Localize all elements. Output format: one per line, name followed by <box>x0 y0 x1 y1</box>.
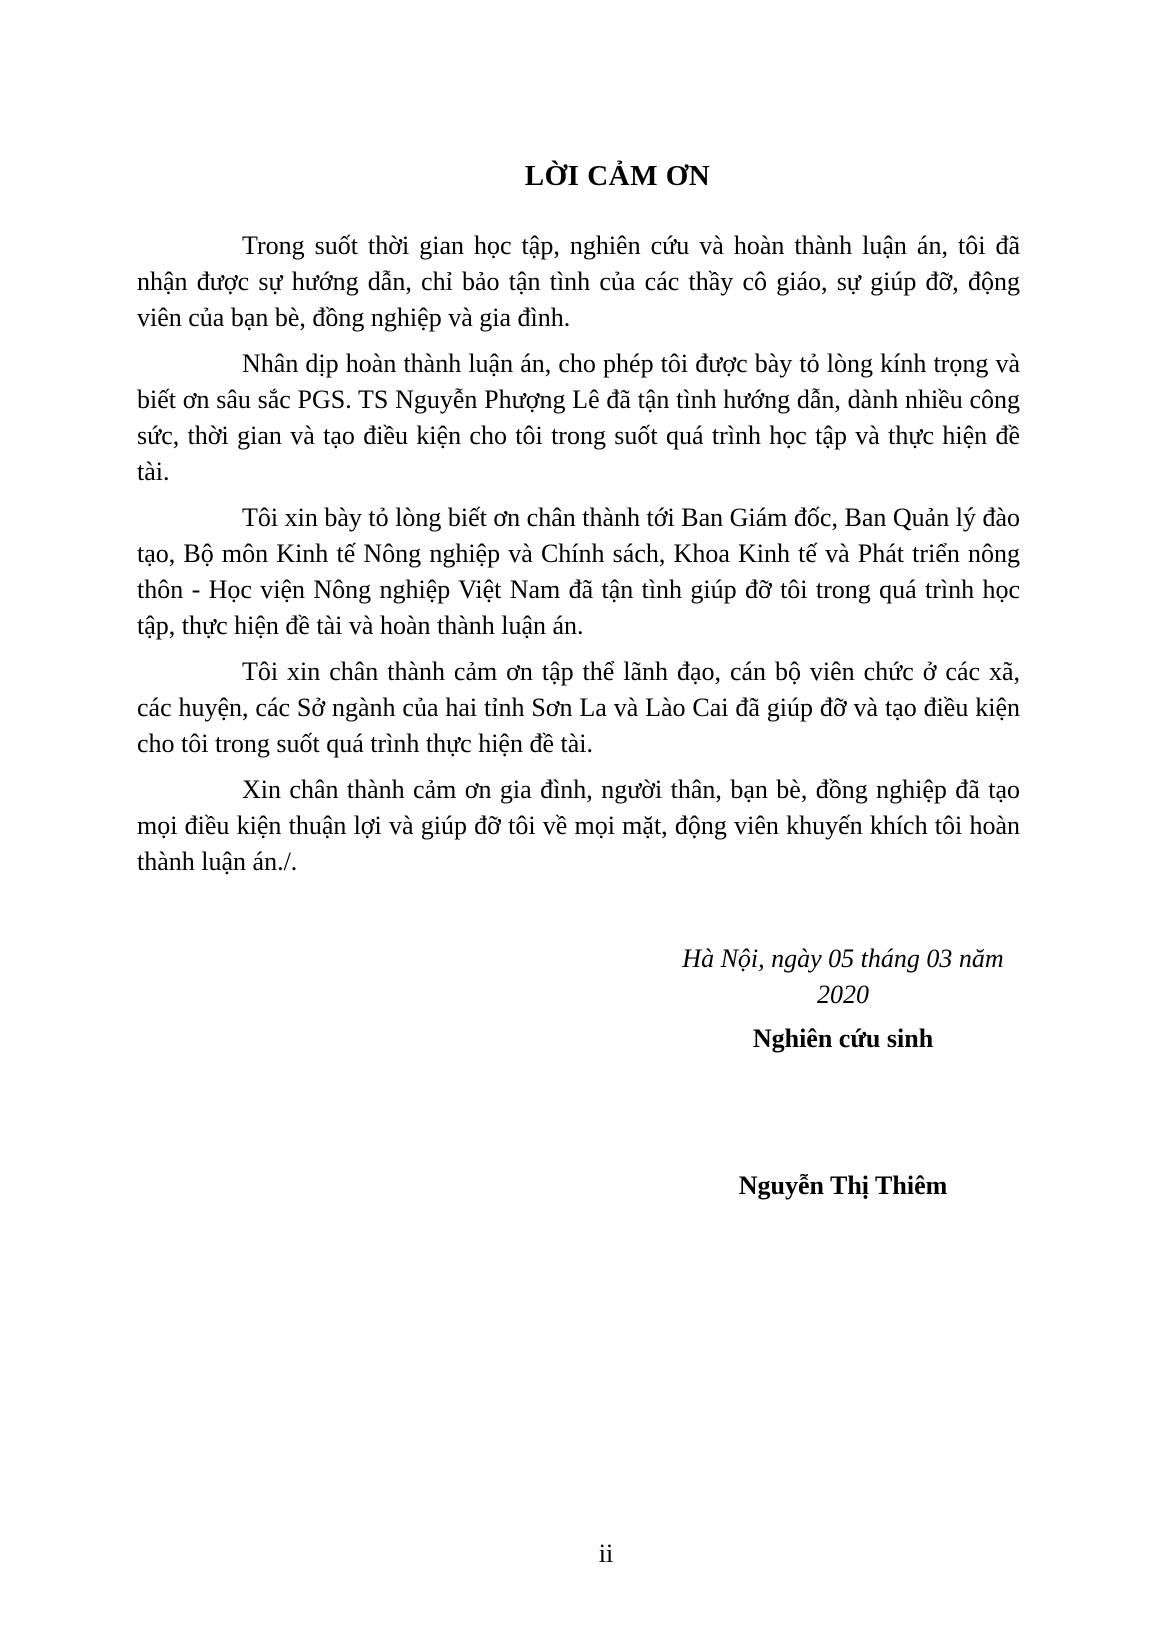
page-number: ii <box>598 1539 614 1568</box>
page-footer <box>0 1536 1158 1572</box>
paragraph: Trong suốt thời gian học tập, nghiên cứu và hoàn thành luận án, tôi đã nhận được sự hướng dẫn, chỉ bảo tận tình của các thầy cô giáo, sự giúp đỡ, động viên của bạn bè, đồng nghiệp và gia đình. <box>137 231 1020 332</box>
signature-place-date: Hà Nội, ngày 05 tháng 03 năm 2020 <box>682 944 1004 1009</box>
paragraph: Nhân dịp hoàn thành luận án, cho phép tôi được bày tỏ lòng kính trọng và biết ơn sâu sắc PGS. TS Nguyễn Phượng Lê đã tận tình hướng dẫn, dành nhiều công sức, thời gian và tạo điều kiện cho tôi trong suốt quá trình học tập và thực hiện đề tài. <box>137 349 1020 486</box>
paragraph: Tôi xin chân thành cảm ơn tập thể lãnh đạo, cán bộ viên chức ở các xã, các huyện, các Sở ngành của hai tỉnh Sơn La và Lào Cai đã giúp đỡ và tạo điều kiện cho tôi trong suốt quá trình thực hiện đề tài. <box>137 657 1020 758</box>
signature-name: Nguyễn Thị Thiêm <box>738 1171 948 1200</box>
body-text <box>137 228 1020 880</box>
signature-block <box>663 941 1023 1204</box>
paragraph: Tôi xin bày tỏ lòng biết ơn chân thành tới Ban Giám đốc, Ban Quản lý đào tạo, Bộ môn Kinh tế Nông nghiệp và Chính sách, Khoa Kinh tế và Phát triển nông thôn - Học viện Nông nghiệp Việt Nam đã tận tình giúp đỡ tôi trong quá trình học tập, thực hiện đề tài và hoàn thành luận án. <box>137 503 1020 640</box>
paragraph: Xin chân thành cảm ơn gia đình, người thân, bạn bè, đồng nghiệp đã tạo mọi điều kiện thuận lợi và giúp đỡ tôi về mọi mặt, động viên khuyến khích tôi hoàn thành luận án./. <box>137 775 1020 876</box>
signature-role: Nghiên cứu sinh <box>752 1024 934 1053</box>
page-title: LỜI CẢM ƠN <box>524 160 711 192</box>
